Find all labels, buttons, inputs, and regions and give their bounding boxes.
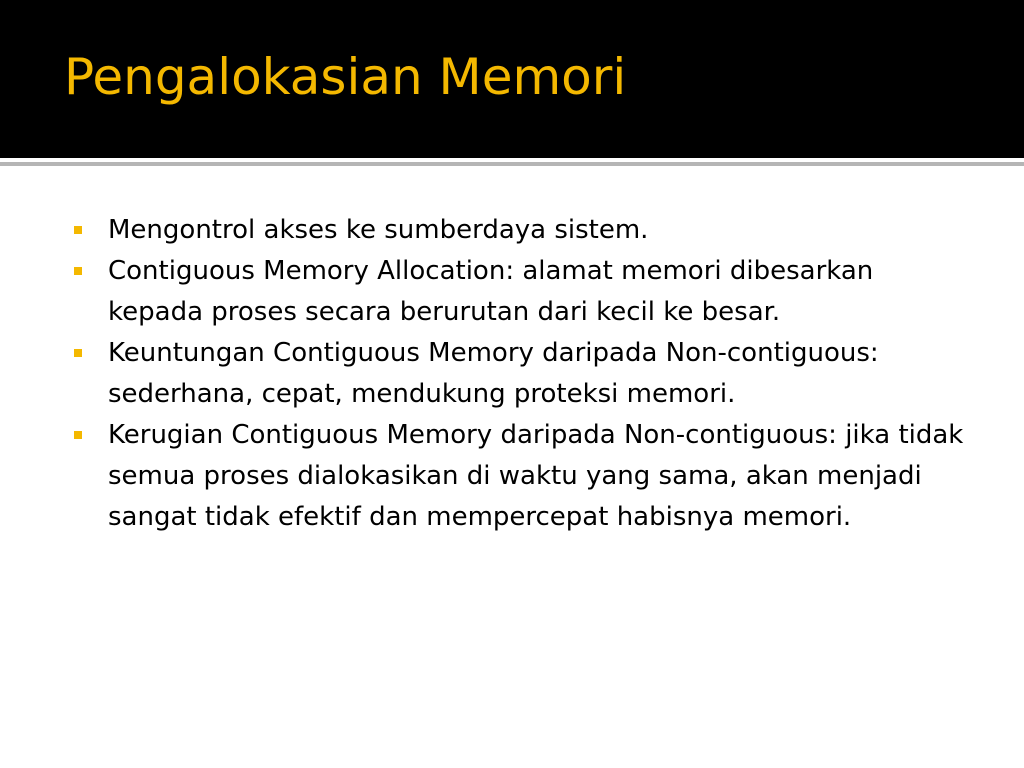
bullet-text: Mengontrol akses ke sumberdaya sistem. — [108, 215, 649, 245]
bullet-item — [72, 333, 972, 415]
bullet-text: Keuntungan Contiguous Memory daripada Non-contiguous: sederhana, cepat, mendukung proteksi memori. — [108, 338, 879, 409]
square-bullet-icon — [74, 431, 82, 439]
slide-title: Pengalokasian Memori — [64, 48, 627, 106]
square-bullet-icon — [74, 349, 82, 357]
title-divider — [0, 162, 1024, 166]
square-bullet-icon — [74, 267, 82, 275]
title-bar — [0, 0, 1024, 158]
bullet-item — [72, 251, 972, 333]
bullet-item — [72, 415, 972, 538]
bullet-item — [72, 210, 972, 251]
bullet-list — [72, 210, 972, 538]
bullet-text: Kerugian Contiguous Memory daripada Non-contiguous: jika tidak semua proses dialokasikan di waktu yang sama, akan menjadi sangat tidak efektif dan mempercepat habisnya memori. — [108, 420, 964, 532]
square-bullet-icon — [74, 226, 82, 234]
bullet-text: Contiguous Memory Allocation: alamat memori dibesarkan kepada proses secara berurutan dari kecil ke besar. — [108, 256, 874, 327]
